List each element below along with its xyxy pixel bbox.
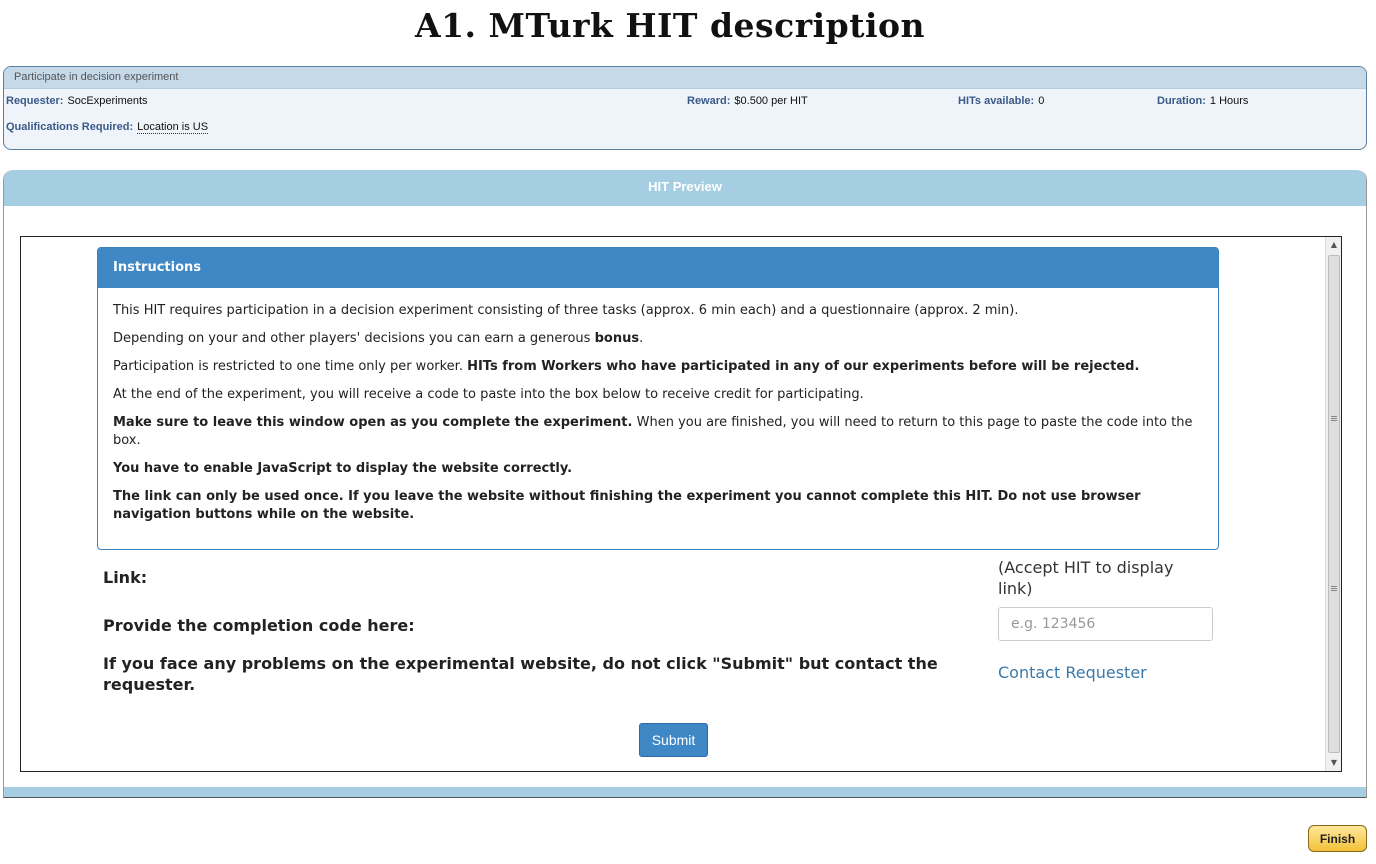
instruction-paragraph: This HIT requires participation in a decision experiment consisting of three tasks (approx. 6 min each) and a questionnaire (approx. 2 min). — [113, 303, 1019, 318]
duration-label: Duration: — [1157, 95, 1206, 107]
scroll-down-icon[interactable]: ▼ — [1330, 758, 1338, 767]
page-title: A1. MTurk HIT description — [414, 6, 925, 45]
reward-value: $0.500 per HIT — [734, 95, 808, 107]
instructions-panel — [97, 247, 1219, 550]
hit-summary-panel — [3, 66, 1367, 150]
completion-code-input[interactable] — [998, 607, 1213, 641]
vertical-scrollbar[interactable] — [1325, 237, 1341, 771]
submit-button[interactable]: Submit — [639, 723, 708, 757]
hit-preview-section — [3, 170, 1367, 798]
hit-preview-header: HIT Preview — [4, 170, 1366, 206]
link-label: Link: — [103, 568, 148, 587]
finish-button[interactable]: Finish — [1308, 825, 1367, 852]
hits-available-row — [958, 95, 1044, 107]
instruction-paragraph: The link can only be used once. If you leave the website without finishing the experiment you cannot complete this HIT. Do not use browser navigation buttons while on the website. — [113, 489, 1141, 522]
instructions-title: Instructions — [98, 248, 1218, 288]
scroll-grip-icon — [1331, 586, 1337, 591]
hit-title: Participate in decision experiment — [4, 67, 1366, 89]
hit-preview-frame — [20, 236, 1342, 772]
instruction-paragraph: Depending on your and other players' decisions you can earn a generous bonus. — [113, 331, 644, 346]
preview-footer-bar — [4, 787, 1366, 797]
reward-row — [687, 95, 808, 107]
instruction-paragraph: At the end of the experiment, you will receive a code to paste into the box below to receive credit for participating. — [113, 387, 864, 402]
accept-hit-note: (Accept HIT to display link) — [998, 558, 1174, 598]
contact-requester-link[interactable]: Contact Requester — [998, 663, 1147, 682]
instructions-body — [98, 288, 1218, 524]
scroll-up-icon[interactable]: ▲ — [1330, 240, 1338, 249]
hits-available-value: 0 — [1038, 95, 1045, 107]
qualifications-label: Qualifications Required: — [6, 121, 134, 133]
instruction-paragraph: Participation is restricted to one time only per worker. HITs from Workers who have participated in any of our experiments before will be rejected. — [113, 359, 1140, 374]
completion-code-label: Provide the completion code here: — [103, 616, 415, 635]
requester-label: Requester: — [6, 95, 64, 107]
hits-available-label: HITs available: — [958, 95, 1035, 107]
reward-label: Reward: — [687, 95, 731, 107]
qualifications-row — [6, 121, 208, 133]
duration-row — [1157, 95, 1248, 107]
qualifications-value: Location is US — [137, 121, 209, 133]
scroll-grip-icon — [1331, 416, 1337, 421]
requester-row — [6, 95, 148, 107]
duration-value: 1 Hours — [1209, 95, 1249, 107]
requester-value: SocExperiments — [67, 95, 148, 107]
instruction-paragraph: Make sure to leave this window open as you complete the experiment. When you are finished, you will need to return to this page to paste the code into the box. — [113, 415, 1193, 448]
scrollbar-thumb[interactable] — [1328, 255, 1340, 753]
instruction-paragraph: You have to enable JavaScript to display the website correctly. — [113, 461, 573, 476]
problems-notice: If you face any problems on the experimental website, do not click "Submit" but contact the requester. — [103, 654, 938, 694]
